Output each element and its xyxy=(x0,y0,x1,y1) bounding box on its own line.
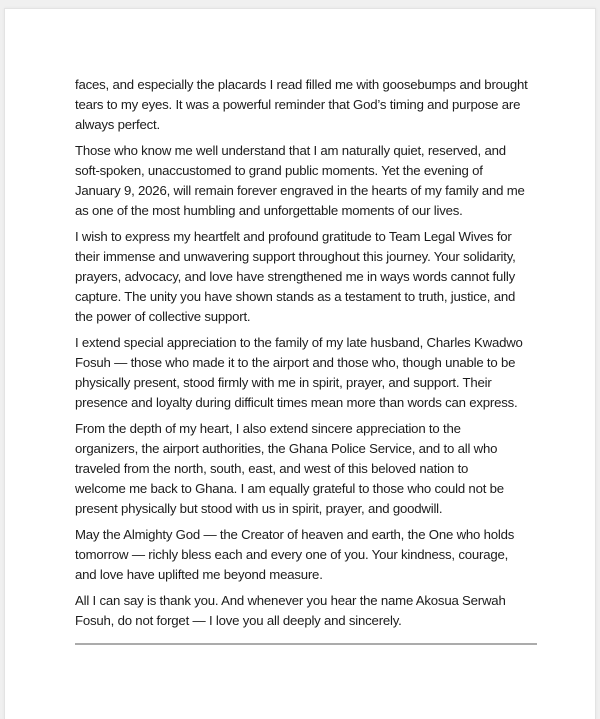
paragraph xyxy=(75,227,537,327)
text-line: Fosuh — those who made it to the airport and those who, though unable to be xyxy=(75,355,516,370)
text-line: January 9, 2026, will remain forever engraved in the hearts of my family and me xyxy=(75,183,525,198)
text-line: welcome me back to Ghana. I am equally grateful to those who could not be xyxy=(75,481,504,496)
text-line: always perfect. xyxy=(75,117,160,132)
paragraph xyxy=(75,419,537,519)
text-line: capture. The unity you have shown stands as a testament to truth, justice, and xyxy=(75,289,516,304)
text-line: I wish to express my heartfelt and profound gratitude to Team Legal Wives for xyxy=(75,229,512,244)
text-line: I extend special appreciation to the family of my late husband, Charles Kwadwo xyxy=(75,335,523,350)
text-line: Fosuh, do not forget — I love you all deeply and sincerely. xyxy=(75,613,402,628)
text-line: tears to my eyes. It was a powerful reminder that God’s timing and purpose are xyxy=(75,97,521,112)
paragraph xyxy=(75,141,537,221)
text-line: physically present, stood firmly with me in spirit, prayer, and support. Their xyxy=(75,375,492,390)
text-line: faces, and especially the placards I read filled me with goosebumps and brought xyxy=(75,77,528,92)
text-line: May the Almighty God — the Creator of heaven and earth, the One who holds xyxy=(75,527,515,542)
paragraph xyxy=(75,333,537,413)
text-line: Those who know me well understand that I am naturally quiet, reserved, and xyxy=(75,143,506,158)
text-line: All I can say is thank you. And whenever you hear the name Akosua Serwah xyxy=(75,593,506,608)
text-line: organizers, the airport authorities, the Ghana Police Service, and to all who xyxy=(75,441,498,456)
text-line: prayers, advocacy, and love have strengthened me in ways words cannot fully xyxy=(75,269,515,284)
paragraph xyxy=(75,591,537,631)
horizontal-rule xyxy=(75,643,537,645)
text-line: soft-spoken, unaccustomed to grand public moments. Yet the evening of xyxy=(75,163,483,178)
text-line: and love have uplifted me beyond measure. xyxy=(75,567,323,582)
letter-body xyxy=(5,9,593,645)
document-page xyxy=(4,8,596,719)
text-line: their immense and unwavering support throughout this journey. Your solidarity, xyxy=(75,249,516,264)
text-line: presence and loyalty during difficult times mean more than words can express. xyxy=(75,395,518,410)
paragraph xyxy=(75,525,537,585)
text-line: the power of collective support. xyxy=(75,309,251,324)
paragraph xyxy=(75,75,537,135)
text-line: present physically but stood with us in spirit, prayer, and goodwill. xyxy=(75,501,443,516)
text-line: traveled from the north, south, east, and west of this beloved nation to xyxy=(75,461,469,476)
text-line: From the depth of my heart, I also extend sincere appreciation to the xyxy=(75,421,461,436)
text-line: tomorrow — richly bless each and every one of you. Your kindness, courage, xyxy=(75,547,509,562)
text-line: as one of the most humbling and unforgettable moments of our lives. xyxy=(75,203,463,218)
